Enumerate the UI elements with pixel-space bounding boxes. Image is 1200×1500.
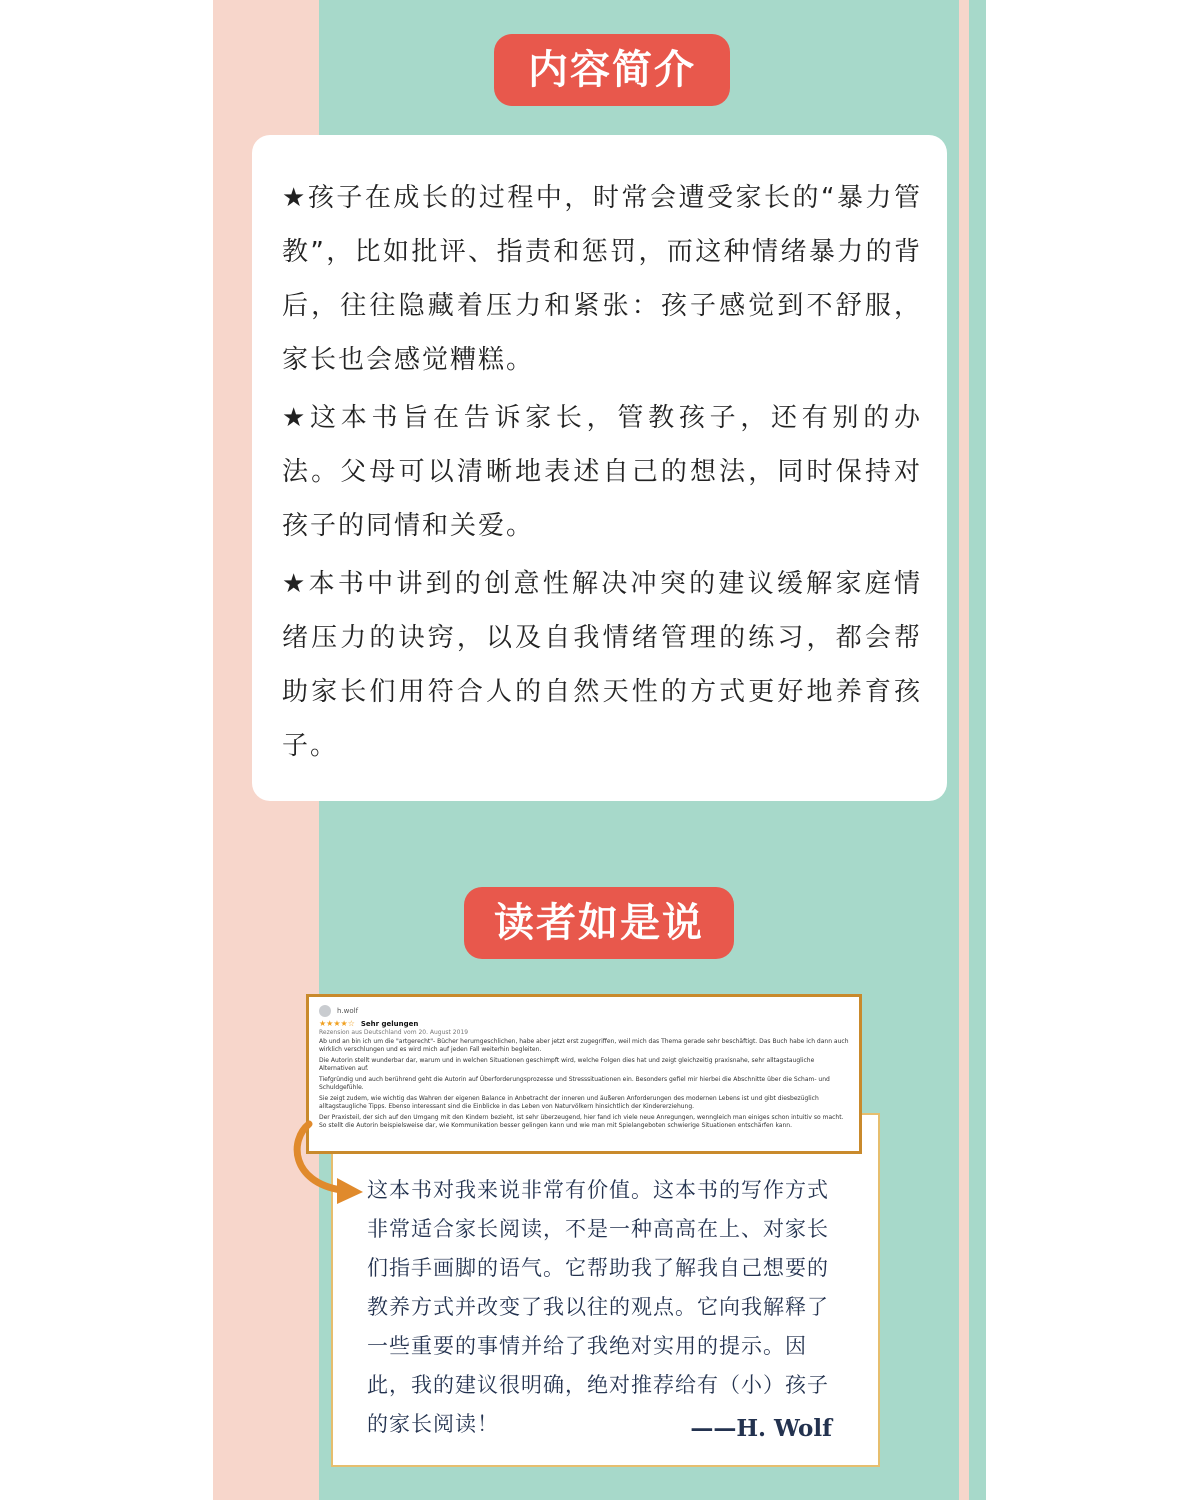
reader-quote-signature: ——H. Wolf bbox=[690, 1415, 832, 1442]
review-paragraph: Tiefgründig und auch berührend geht die Autorin auf Überforderungsprozesse und Stresssituationen ein. Besonders gefiel mir hierbei die Abschnitte über die Scham- und Schuldgefühle. bbox=[319, 1076, 830, 1091]
review-screenshot bbox=[306, 994, 862, 1154]
reader-quote-text: 这本书对我来说非常有价值。这本书的写作方式非常适合家长阅读，不是一种高高在上、对家长们指手画脚的语气。它帮助我了解我自己想要的教养方式并改变了我以往的观点。它向我解释了一些重要的事情并给了我绝对实用的提示。因此，我的建议很明确，绝对推荐给有（小）孩子的家长阅读！ bbox=[367, 1178, 829, 1436]
review-rating-line bbox=[319, 1019, 849, 1028]
background-pink-edge bbox=[959, 0, 969, 1500]
intro-paragraph: ★这本书旨在告诉家长，管教孩子，还有别的办法。父母可以清晰地表述自己的想法，同时保持对孩子的同情和关爱。 bbox=[282, 403, 922, 541]
review-meta: Rezension aus Deutschland vom 20. August 2019 bbox=[319, 1029, 469, 1036]
review-paragraph: Sie zeigt zudem, wie wichtig das Wahren der eigenen Balance in Anbetracht der inneren und äußeren Anforderungen des modernen Lebens ist und gibt diesbezüglich alltagstaugliche Tipps. Ebenso interessant sind die Einblicke in das Leben von Naturvölkern hinsichtlich der Kindererziehung. bbox=[319, 1095, 819, 1110]
intro-body bbox=[282, 171, 922, 777]
review-paragraph: Der Praxisteil, der sich auf den Umgang mit den Kindern bezieht, ist sehr überzeugend, hier fand ich viele neue Anregungen, wenngleich man einiges schon intuitiv so macht. So stellt die Autorin beispielsweise dar, wie Kommunikation besser gelingen kann und wie man mit Spielangeboten schwierige Situationen entschärfen kann. bbox=[319, 1114, 844, 1129]
intro-card bbox=[252, 135, 947, 801]
readers-heading-banner: 读者如是说 bbox=[464, 887, 734, 959]
review-title: Sehr gelungen bbox=[360, 1019, 419, 1028]
intro-paragraph: ★孩子在成长的过程中，时常会遭受家长的“暴力管教”，比如批评、指责和惩罚，而这种情绪暴力的背后，往往隐藏着压力和紧张：孩子感觉到不舒服，家长也会感觉糟糕。 bbox=[282, 183, 922, 375]
background-teal-edge bbox=[969, 0, 986, 1500]
intro-paragraph: ★本书中讲到的创意性解决冲突的建议缓解家庭情绪压力的诀窍，以及自我情绪管理的练习，都会帮助家长们用符合人的自然天性的方式更好地养育孩子。 bbox=[282, 569, 922, 761]
star-rating-icon: ★★★★☆ bbox=[319, 1019, 355, 1028]
intro-heading-banner: 内容简介 bbox=[494, 34, 730, 106]
reader-quote-box bbox=[331, 1113, 880, 1467]
review-paragraph: Die Autorin stellt wunderbar dar, warum und in welchen Situationen geschimpft wird, welche Folgen dies hat und zeigt gleichzeitig praxisnahe, sehr alltagstaugliche Alternativen auf. bbox=[319, 1057, 815, 1072]
avatar-icon bbox=[319, 1005, 331, 1017]
review-paragraph: Ab und an bin ich um die "artgerecht"- Bücher herumgeschlichen, habe aber jetzt erst zugegriffen, weil mich das Thema gerade sehr beschäftigt. Das Buch habe ich dann auch wirklich verschlungen und es wird mich auf jeden Fall weiterhin begleiten. bbox=[319, 1038, 849, 1053]
curved-arrow-icon bbox=[287, 1120, 367, 1210]
review-username: h.wolf bbox=[337, 1007, 359, 1015]
review-header bbox=[319, 1003, 849, 1019]
